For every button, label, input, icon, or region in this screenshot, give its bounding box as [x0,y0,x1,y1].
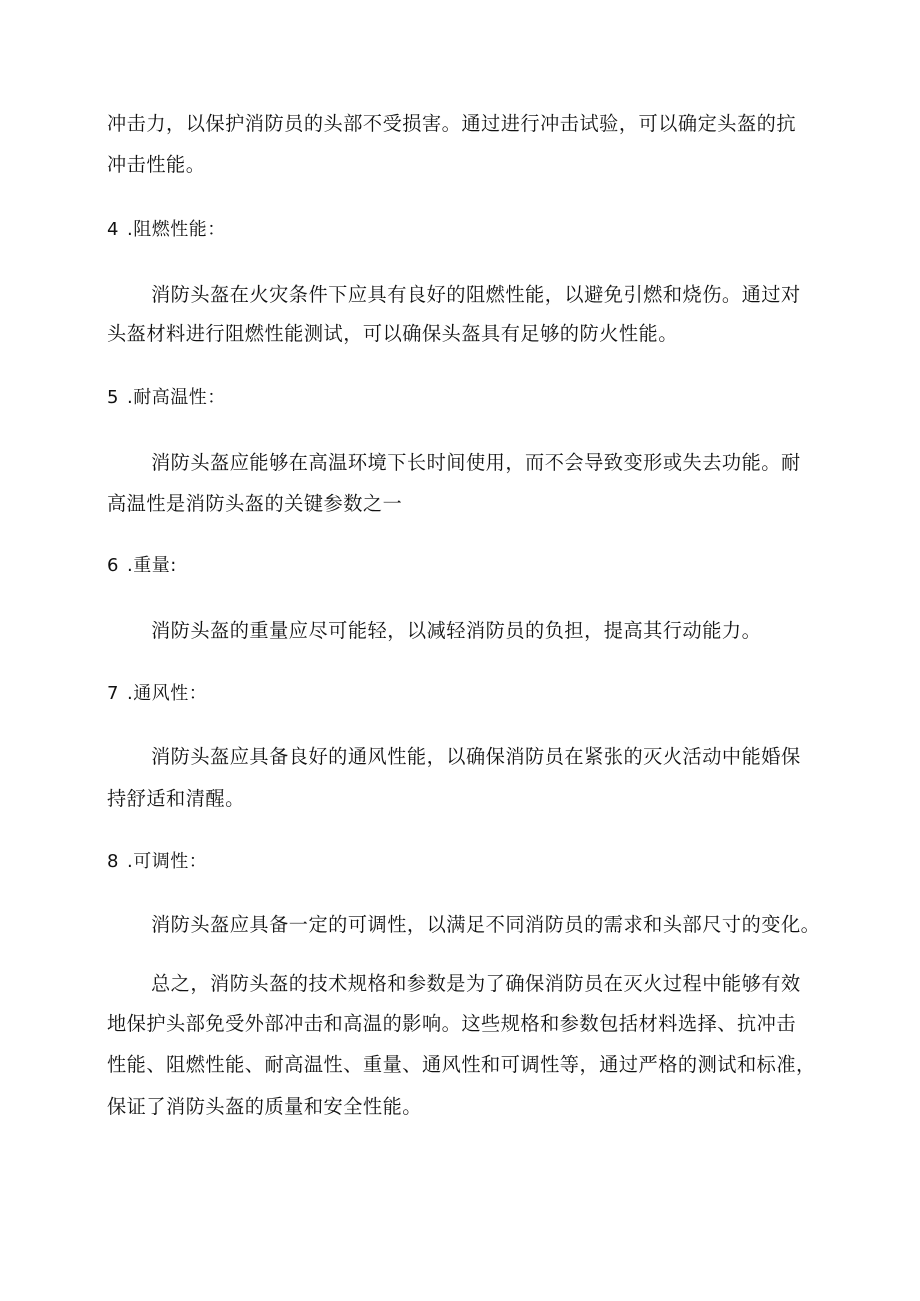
summary-line: 保证了消防头盔的质量和安全性能。 [107,1095,422,1118]
section-heading-8 [107,848,207,876]
section-number: 4 [107,219,119,240]
section-number: 7 [107,683,119,704]
section-paragraph-line: 消防头盔在火灾条件下应具有良好的阻燃性能，以避免引燃和烧伤。通过对 [151,283,801,306]
section-paragraph-line: 持舒适和清醒。 [107,787,245,810]
section-title: .重量: [127,555,177,576]
section-number: 8 [107,851,119,872]
section-heading-4 [107,216,226,244]
section-paragraph-line: 头盔材料进行阻燃性能测试，可以确保头盔具有足够的防火性能。 [107,322,678,345]
summary-line: 性能、阻燃性能、耐高温性、重量、通风性和可调性等，通过严格的测试和标准， [107,1053,816,1076]
section-paragraph-line: 高温性是消防头盔的关键参数之一 [107,492,403,515]
section-title: .耐高温性： [127,387,226,408]
summary-line: 总之，消防头盔的技术规格和参数是为了确保消防员在灭火过程中能够有效 [151,972,801,995]
continuation-line: 冲击力，以保护消防员的头部不受损害。通过进行冲击试验，可以确定头盔的抗 [107,112,797,135]
section-paragraph-line: 消防头盔的重量应尽可能轻，以减轻消防员的负担，提高其行动能力。 [151,619,762,642]
section-paragraph-line: 消防头盔应能够在高温环境下长时间使用，而不会导致变形或失去功能。耐 [151,451,801,474]
section-title: .阻燃性能： [127,219,226,240]
section-heading-6 [107,552,177,580]
section-number: 5 [107,387,119,408]
section-title: .通风性： [127,683,208,704]
section-title: .可调性： [127,851,208,872]
section-paragraph-line: 消防头盔应具备一定的可调性，以满足不同消防员的需求和头部尺寸的变化。 [151,913,821,936]
continuation-line: 冲击性能。 [107,153,206,176]
section-heading-5 [107,384,226,412]
section-paragraph-line: 消防头盔应具备良好的通风性能，以确保消防员在紧张的灭火活动中能婚保 [151,745,801,768]
summary-line: 地保护头部免受外部冲击和高温的影响。这些规格和参数包括材料选择、抗冲击 [107,1012,797,1035]
section-heading-7 [107,680,207,708]
section-number: 6 [107,555,119,576]
